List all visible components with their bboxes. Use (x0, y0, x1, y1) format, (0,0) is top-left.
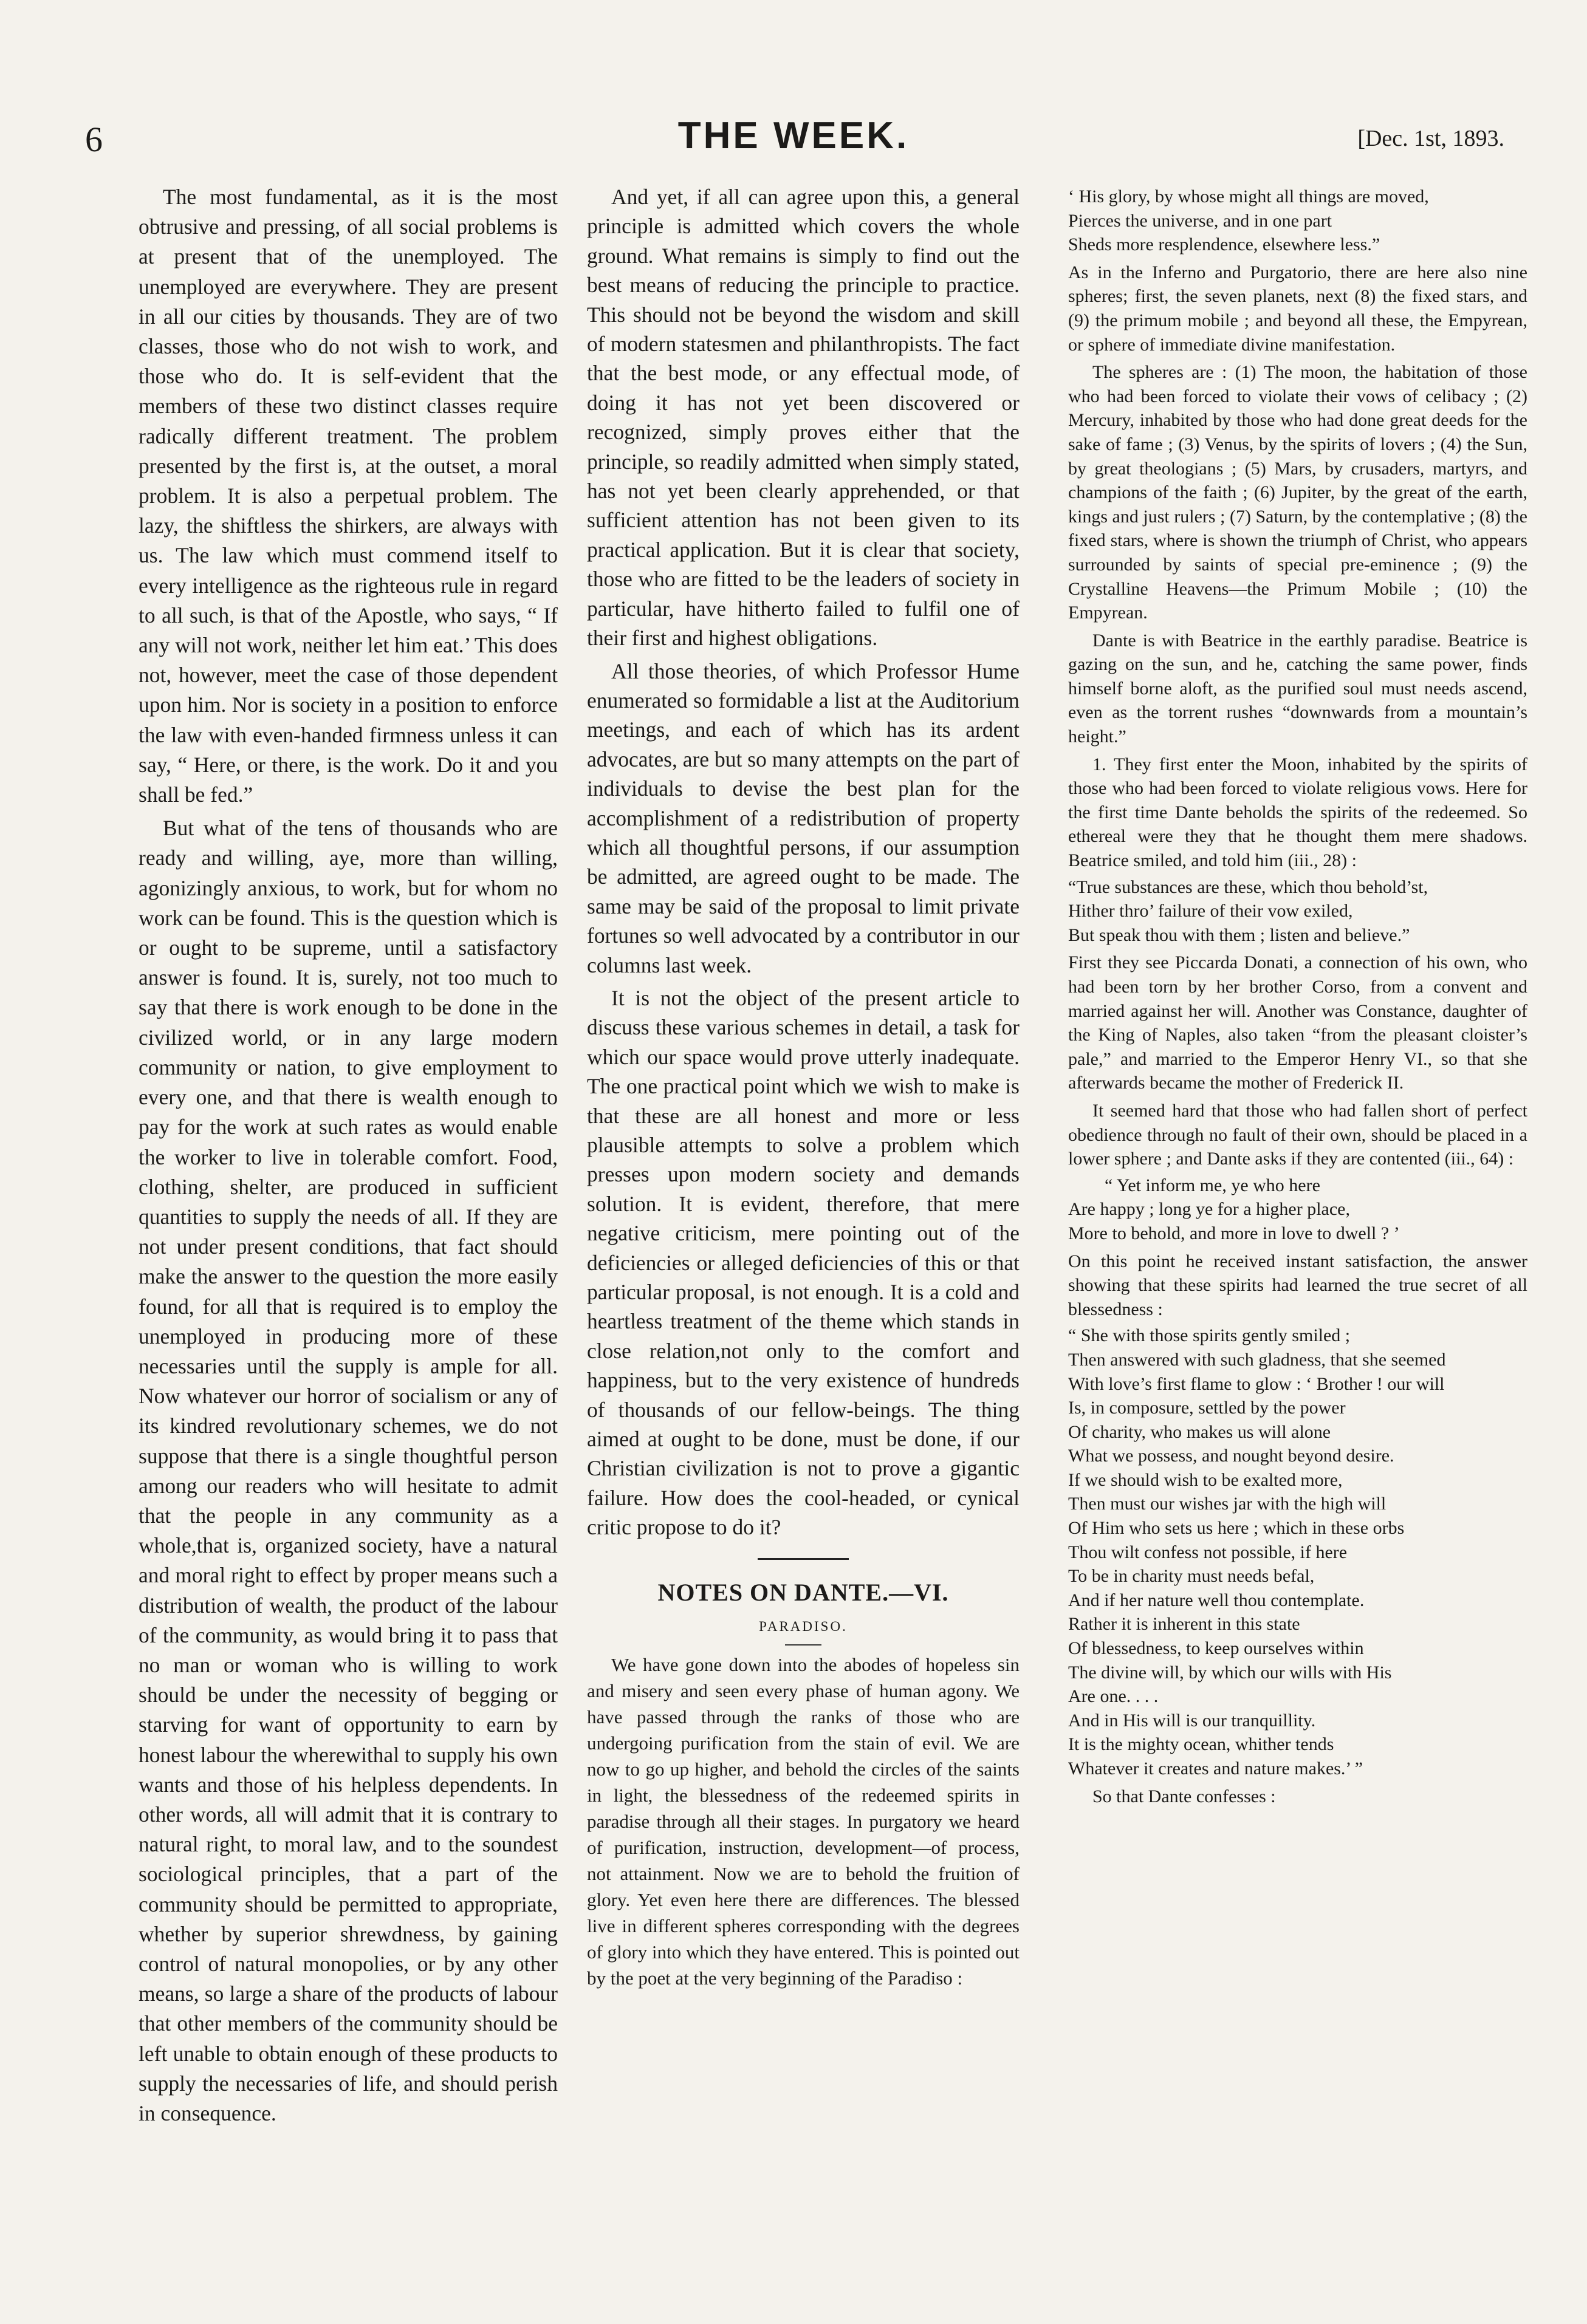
poem-line: Hither thro’ failure of their vow exiled, (1068, 901, 1353, 921)
paragraph: It seemed hard that those who had fallen short of perfect obedience through no fault of their own, should be placed in a lower sphere ; and Dante asks if they are contented (iii., 64) : (1068, 1100, 1527, 1169)
poem-line: Thou wilt confess not possible, if here (1068, 1542, 1348, 1562)
poem-line: ‘ His glory, by whose might all things are moved, (1068, 186, 1429, 207)
column-3 (1068, 182, 1527, 2284)
poem-line: Then must our wishes jar with the high will (1068, 1494, 1386, 1514)
poem-line: But speak thou with them ; listen and believe.” (1068, 924, 1410, 945)
poem-line: The divine will, by which our wills with His (1068, 1662, 1392, 1683)
poem-line: What we possess, and nought beyond desire. (1068, 1446, 1394, 1466)
subheading-rule (785, 1644, 821, 1646)
poem-line: More to behold, and more in love to dwell ? ’ (1068, 1223, 1400, 1243)
poem-line: Sheds more resplendence, elsewhere less.” (1068, 234, 1380, 255)
poem-line: Of Him who sets us here ; which in these orbs (1068, 1518, 1405, 1539)
paragraph: The most fundamental, as it is the most obtrusive and pressing, of all social problems is at present that of the unemployed. The unemployed are everywhere. They are present in all our cities by thousands. They are of two classes, those who do not wish to work, and those who do. It is self-evident that the members of these two distinct classes require radically different treatment. The problem presented by the first is, at the outset, a moral problem. It is also a perpetual problem. The lazy, the shiftless the shirkers, are always with us. The law which must commend itself to every intelligence as the righteous rule in regard to all such, is that of the Apostle, who says, “ If any will not work, neither let him eat.’ This does not, however, meet the case of those dependent upon him. Nor is society in a position to enforce the law with even-handed firmness unless it can say, “ Here, or there, is the work. Do it and you shall be fed.” (139, 185, 558, 807)
paragraph: Dante is with Beatrice in the earthly paradise. Beatrice is gazing on the sun, and he, catching the same power, finds himself borne aloft, as the purified soul must needs ascend, even as the torrent rushes “downwards from a mountain’s height.” (1068, 630, 1527, 747)
poem-line: It is the mighty ocean, whither tends (1068, 1734, 1334, 1755)
poem-line: And if her nature well thou contemplate. (1068, 1590, 1365, 1610)
poem-line: “ She with those spirits gently smiled ; (1068, 1325, 1351, 1346)
article-subheading: PARADISO. (759, 1619, 848, 1635)
paragraph: On this point he received instant satisfaction, the answer showing that these spirits had learned the true secret of all blessedness : (1068, 1251, 1527, 1319)
masthead-title: THE WEEK. (677, 115, 910, 157)
paragraph: We have gone down into the abodes of hopeless sin and misery and seen every phase of human agony. We have passed through the ranks of those who are undergoing purification from the stain of evil. We are now to go up higher, and behold the circles of the saints in light, the blessedness of the redeemed spirits in paradise through all their stages. In purgatory we heard of purification, instruction, development—of process, not attainment. Now we are to behold the fruition of glory. Yet even here there are differences. The blessed live in different spheres corresponding with the degrees of glory into which they have entered. This is pointed out by the poet at the very beginning of the Paradiso : (587, 1653, 1020, 1989)
poem-line: Is, in composure, settled by the power (1068, 1398, 1346, 1418)
poem-line: Are one. . . . (1068, 1686, 1159, 1707)
issue-date: [Dec. 1st, 1893. (1357, 126, 1504, 151)
poem-line: Rather it is inherent in this state (1068, 1614, 1300, 1635)
poem-line: Whatever it creates and nature makes.’ ” (1068, 1758, 1363, 1779)
poem-quote (1068, 185, 1527, 257)
poem-line: And in His will is our tranquillity. (1068, 1710, 1316, 1731)
paragraph: The spheres are : (1) The moon, the habitation of those who had been forced to violate their vows of celibacy ; (2) Mercury, inhabited by those who had done great deeds for the sake of fame ; (3) Venus, by the spirits of lovers ; (4) the Sun, by great theologians ; (5) Mars, by crusaders, martyrs, and champions of the faith ; (6) Jupiter, by the great of the earth, kings and just rulers ; (7) Saturn, by the contemplative ; (8) the fixed stars, where is shown the triumph of Christ, who appears surrounded by saints of special pre-eminence ; (9) the Crystalline Heavens—the Primum Mobile ; (10) the Empyrean. (1068, 362, 1527, 623)
poem-line: Of blessedness, to keep ourselves within (1068, 1638, 1364, 1659)
poem-line: “True substances are these, which thou behold’st, (1068, 877, 1428, 897)
paragraph: So that Dante confesses : (1092, 1786, 1276, 1806)
poem-line: Of charity, who makes us will alone (1068, 1421, 1331, 1442)
poem-line: If we should wish to be exalted more, (1068, 1469, 1343, 1490)
paragraph: And yet, if all can agree upon this, a general principle is admitted which covers the whole ground. What remains is simply to find out the best means of reducing the principle to practice. This should not be beyond the wisdom and skill of modern statesmen and philanthropists. The fact that the best mode, or any effectual mode, of doing it has not yet been discovered or recognized, simply proves either that the principle, so readily admitted when simply stated, has not yet been clearly apprehended, or that sufficient attention has not been given to its practical application. But it is clear that society, those who are fitted to be the leaders of society in particular, have hitherto failed to fulfil one of their first and highest obligations. (587, 185, 1020, 651)
article-heading: NOTES ON DANTE.—VI. (657, 1578, 949, 1606)
poem-line: “ Yet inform me, ye who here (1105, 1175, 1320, 1195)
column-1 (139, 182, 558, 2284)
poem-quote (1068, 1174, 1527, 1246)
poem-line: Then answered with such gladness, that she seemed (1068, 1349, 1446, 1370)
poem-quote (1068, 875, 1527, 948)
paragraph: As in the Inferno and Purgatorio, there are here also nine spheres; first, the seven planets, next (8) the fixed stars, and (9) the primum mobile ; and beyond all these, the Empyrean, or sphere of immediate divine manifestation. (1068, 262, 1527, 355)
poem-line: Pierces the universe, and in one part (1068, 210, 1332, 231)
column-2 (587, 182, 1020, 2284)
paragraph: First they see Piccarda Donati, a connection of his own, who had been torn by her brother Corso, from a convent and married against her will. Another was Constance, daughter of the King of Naples, also taken “from the pleasant cloister’s pale,” and married to the Emperor Henry VI., so that she afterwards became the mother of Frederick II. (1068, 952, 1527, 1093)
poem-line: To be in charity must needs befal, (1068, 1566, 1315, 1587)
paragraph: All those theories, of which Professor Hume enumerated so formidable a list at the Auditorium meetings, and each of which has its ardent advocates, are but so many attempts on the part of individuals to devise the best plan for the accomplishment of a redistribution of property which all thoughtful persons, if our assumption be admitted, are agreed ought to be made. The same may be said of the proposal to limit private fortunes so well advocated by a contributor in our columns last week. (587, 658, 1020, 977)
poem-line: Are happy ; long ye for a higher place, (1068, 1199, 1350, 1220)
paragraph: 1. They first enter the Moon, inhabited by the spirits of those who had been forced to violate religious vows. Here for the first time Dante beholds the spirits of the redeemed. So ethereal were they that he thought them mere shadows. Beatrice smiled, and told him (iii., 28) : (1068, 754, 1527, 871)
poem-quote (1068, 1324, 1527, 1780)
paragraph: But what of the tens of thousands who are ready and willing, aye, more than willing, agonizingly anxious, to work, but for whom no work can be found. This is the question which is or ought to be supreme, until a satisfactory answer is found. It is, surely, not too much to say that there is work enough to be done in the civilized world, or in any large modern community or nation, to give employment to every one, and that there is wealth enough to pay for the work at such rates as would enable the worker to live in tolerable comfort. Food, clothing, shelter, are produced in sufficient quantities to supply the needs of all. If they are not under present conditions, that fact should make the answer to the question the more easily found, for all that is required is to employ the unemployed in producing more of these necessaries until the supply is ample for all. Now whatever our horror of socialism or any of its kindred revolutionary schemes, we do not suppose that there is a single thoughtful person among our readers who will hesitate to admit that the people in any community as a whole,that is, organized society, have a natural and moral right to effect by proper means such a distribution of wealth, the product of the labour of the community, as would bring it to pass that no man or woman who is willing to work should be under the necessity of begging or starving for want of opportunity to earn by honest labour the wherewithal to supply his own wants and those of his helpless dependents. In other words, all will admit that it is contrary to natural right, to moral law, and to the soundest sociological principles, that a part of the community should be permitted to appropriate, whether by superior shrewdness, by gaining control of natural monopolies, or by any other means, so large a share of the products of labour that other members of the community should be left unable to obtain enough of these products to supply the necessaries of life, and should perish in consequence. (139, 816, 558, 2125)
page-number: 6 (85, 120, 103, 159)
poem-line: With love’s first flame to glow : ‘ Brother ! our will (1068, 1373, 1445, 1394)
paragraph: It is not the object of the present article to discuss these various schemes in detail, a task for which our space would prove utterly inadequate. The one practical point which we wish to make is that these are all honest and more or less plausible attempts to solve a problem which presses upon modern society and demands solution. It is evident, therefore, that mere negative criticism, mere pointing out of the deficiencies or alleged deficiencies of this or that particular proposal, is not enough. It is a cold and heartless treatment of the theme which stands in close relation,not only to the comfort and happiness, but to the very existence of hundreds of thousands of our fellow-beings. The thing aimed at ought to be done, must be done, if our Christian civilization is not to prove a gigantic failure. How does the cool-headed, or cynical critic propose to do it? (587, 985, 1020, 1540)
section-divider (758, 1558, 849, 1560)
